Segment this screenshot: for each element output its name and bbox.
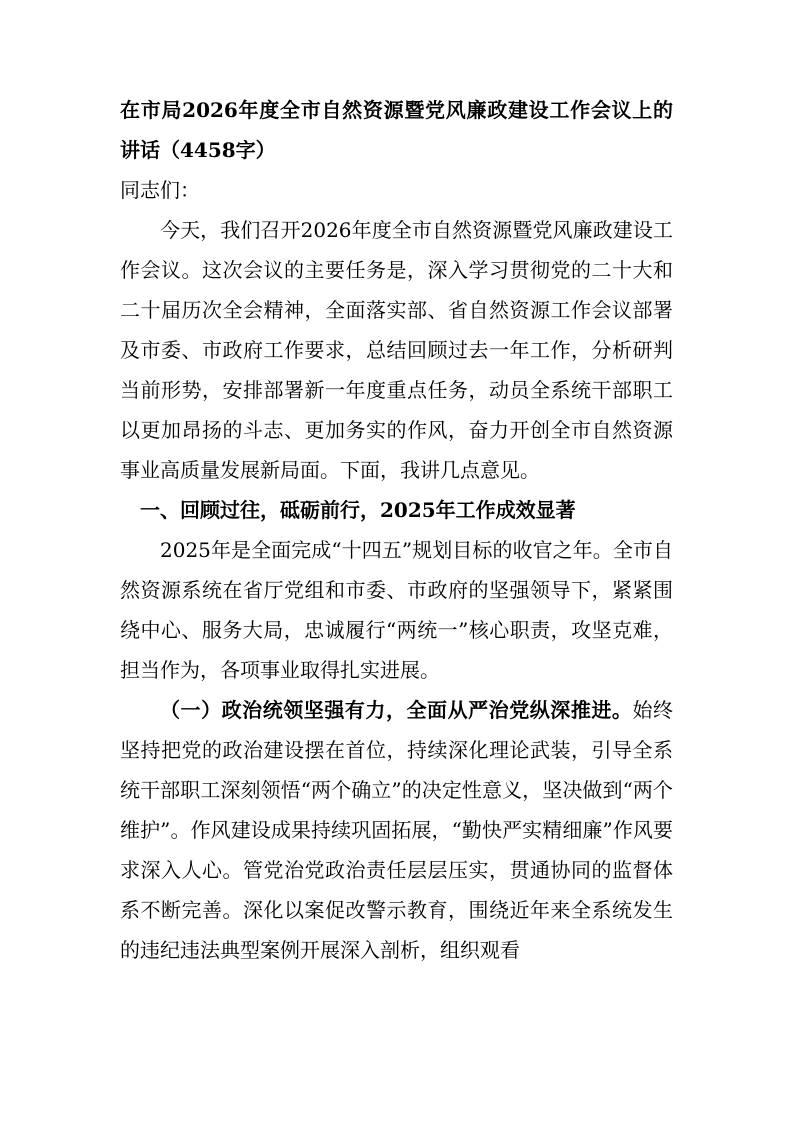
- subsection-1-paragraph: [120, 690, 673, 970]
- subsection-1-lead: （一）政治统领坚强有力，全面从严治党纵深推进。: [160, 698, 633, 722]
- salutation: 同志们：: [120, 178, 200, 202]
- section-1-paragraph: 2025年是全面完成“十四五”规划目标的收官之年。全市自然资源系统在省厅党组和市委、市政府的坚强领导下，紧紧围绕中心、服务大局，忠诚履行“两统一”核心职责，攻坚克难，担当作为，各项事业取得扎实进展。: [120, 538, 673, 682]
- intro-paragraph: 今天，我们召开2026年度全市自然资源暨党风廉政建设工作会议。这次会议的主要任务是，深入学习贯彻党的二十大和二十届历次全会精神，全面落实部、省自然资源工作会议部署及市委、市政府工作要求，总结回顾过去一年工作，分析研判当前形势，安排部署新一年度重点任务，动员全系统干部职工以更加昂扬的斗志、更加务实的作风，奋力开创全市自然资源事业高质量发展新局面。下面，我讲几点意见。: [120, 218, 673, 482]
- subsection-1-body: 始终坚持把党的政治建设摆在首位，持续深化理论武装，引导全系统干部职工深刻领悟“两个确立”的决定性意义，坚决做到“两个维护”。作风建设成果持续巩固拓展，“勤快严实精细廉”作风要求深入人心。管党治党政治责任层层压实，贯通协同的监督体系不断完善。深化以案促改警示教育，围绕近年来全系统发生的违纪违法典型案例开展深入剖析，组织观看: [120, 698, 674, 962]
- document-body: [120, 90, 673, 970]
- document-title: 在市局2026年度全市自然资源暨党风廉政建设工作会议上的讲话（4458字）: [120, 98, 673, 162]
- section-heading-1: 一、回顾过往，砥砺前行，2025年工作成效显著: [140, 498, 576, 522]
